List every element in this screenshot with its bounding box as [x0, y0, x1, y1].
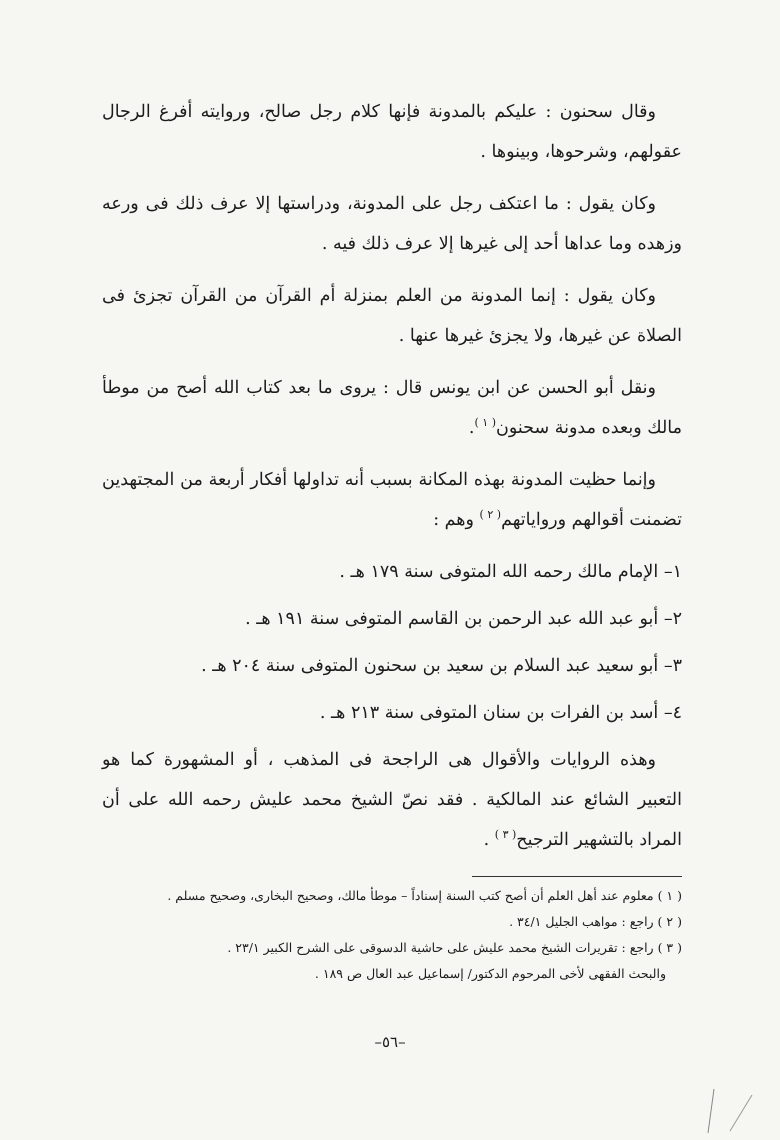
paragraph-tashhir: وهذه الروايات والأقوال هى الراجحة فى المذهب ، أو المشهورة كما هو التعبير الشائع عند المالكية . فقد نصّ الشيخ محمد عليش رحمه الله على أن المراد بالتشهير الترجيح$^{( ٣ )}$ . — [102, 750, 682, 850]
paragraph-itikaf: وكان يقول : ما اعتكف رجل على المدونة، ودراستها إلا عرف ذلك فى ورعه وزهده وما عداها أحد إلى غيرها إلا عرف ذلك فيه . — [102, 194, 682, 254]
footnote-ref-3: ( ٣ ) — [494, 828, 517, 842]
footnote-2: ( ٢ ) راجع : مواهب الجليل ٣٤/١ . — [509, 914, 682, 929]
paragraph-four-mujtahids: وإنما حظيت المدونة بهذه المكانة بسبب أنه تداولها أفكار أربعة من المجتهدين تضمنت أقوالهم ورواياتهم$^{( ٢ )}$ وهم : — [102, 470, 682, 530]
scan-edge-marks — [700, 1085, 760, 1135]
page-number: –٥٦– — [374, 1033, 406, 1051]
footnote-ref-2: ( ٢ ) — [479, 508, 502, 522]
footnotes — [150, 883, 682, 987]
list-item: ١– الإمام مالك رحمه الله المتوفى سنة ١٧٩ هـ . — [339, 562, 682, 582]
paragraph-sahnun-quote: وقال سحنون : عليكم بالمدونة فإنها كلام رجل صالح، وروايته أفرغ الرجال عقولهم، وشرحوها، وبينوها . — [102, 102, 682, 162]
footnote-divider — [472, 876, 682, 877]
main-text — [102, 92, 682, 872]
paragraph-ibn-yunus: ونقل أبو الحسن عن ابن يونس قال : يروى ما بعد كتاب الله أصح من موطأ مالك وبعده مدونة سحنون$^{( ١ )}$. — [102, 378, 682, 438]
list-item: ٣– أبو سعيد عبد السلام بن سعيد بن سحنون المتوفى سنة ٢٠٤ هـ . — [201, 656, 682, 676]
scholars-list — [102, 552, 682, 733]
footnote-ref-1: ( ١ ) — [474, 416, 496, 430]
list-item: ٢– أبو عبد الله عبد الرحمن بن القاسم المتوفى سنة ١٩١ هـ . — [245, 609, 682, 629]
footnote-1: ( ١ ) معلوم عند أهل العلم أن أصح كتب السنة إسناداً – موطأ مالك، وصحيح البخارى، وصحيح مسلم . — [167, 888, 682, 903]
paragraph-umm-al-quran: وكان يقول : إنما المدونة من العلم بمنزلة أم القرآن من القرآن تجزئ فى الصلاة عن غيرها، ولا يجزئ غيرها عنها . — [102, 286, 682, 346]
list-item: ٤– أسد بن الفرات بن سنان المتوفى سنة ٢١٣ هـ . — [319, 703, 682, 723]
footnote-3-continuation: والبحث الفقهى لأخى المرحوم الدكتور/ إسماعيل عبد العال ص ١٨٩ . — [314, 966, 666, 981]
footnote-3: ( ٣ ) راجع : تقريرات الشيخ محمد عليش على حاشية الدسوقى على الشرح الكبير ٢٣/١ . — [227, 940, 682, 955]
